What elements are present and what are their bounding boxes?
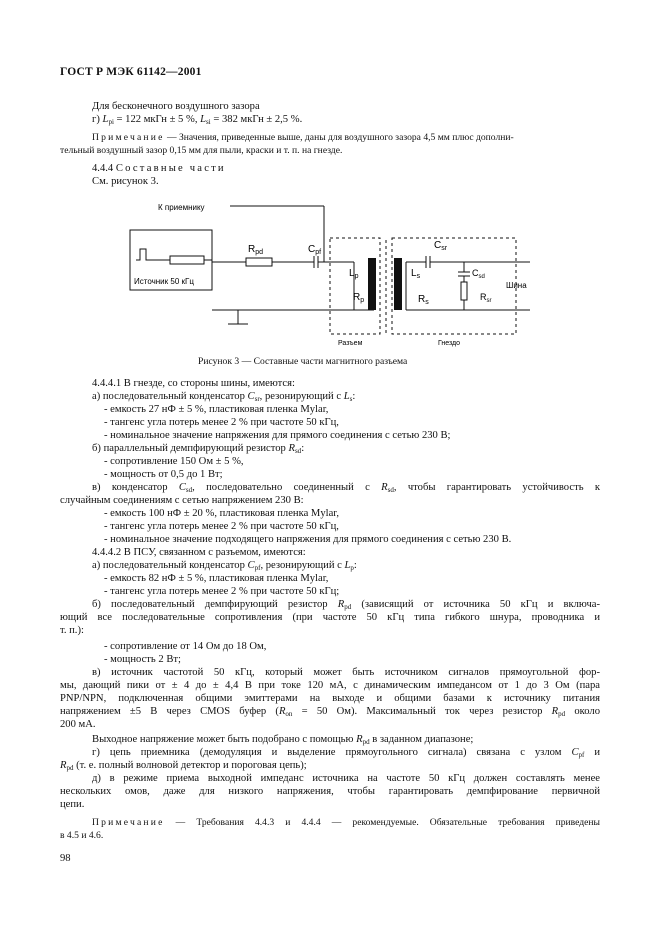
item-b-2: - мощность от 0,5 до 1 Вт; xyxy=(104,469,223,480)
item-g-line-2: $R_{pd}$ (т. е. полный волновой детектор и пороговая цепь); xyxy=(60,760,307,772)
item-v2-line-2: мы, дающий пики от ± 4 до ± 4,4 В при токе 120 мА, с динамическим импедансом от 1 до 3 Ом (пара xyxy=(60,680,600,691)
item-v-line: в) конденсатор $C_{sd}$, последовательно соединенный с $R_{sd}$, чтобы гарантировать устойчивость к xyxy=(92,482,600,494)
item-d-line-3: цепи. xyxy=(60,799,85,810)
rsr-label: $R_{sr}$ xyxy=(480,292,492,304)
output-voltage-line: Выходное напряжение может быть подобрано с помощью $R_{pd}$ в заданном диапазоне; xyxy=(92,734,474,746)
bus-label: Шина xyxy=(506,281,527,290)
csr-label: $C_{sr}$ xyxy=(434,240,448,252)
intro-line-1: Для бесконечного воздушного зазора xyxy=(92,101,260,112)
item-b-line: б) параллельный демпфирующий резистор $R_{sd}$: xyxy=(92,443,305,455)
note-1-line-2: тельный воздушный зазор 0,15 мм для пыли, краски и т. п. на гнезде. xyxy=(60,145,343,156)
item-b2-2: - мощность 2 Вт; xyxy=(104,654,181,665)
item-a2-2: - тангенс угла потерь менее 2 % при частоте 50 кГц; xyxy=(104,586,340,597)
cpf-label: $C_{pf}$ xyxy=(308,244,322,256)
plug-label: Разъем xyxy=(338,340,363,347)
rs-label: $R_s$ xyxy=(418,294,429,306)
item-v-3: - номинальное значение подходящего напряжения для прямого соединения с сетью 230 В. xyxy=(104,534,512,545)
document-header: ГОСТ Р МЭК 61142—2001 xyxy=(60,66,202,78)
item-v2-line-3: PNP/NPN, подключенная общими эмиттерами на выходе и общими базами к источнику питания xyxy=(60,693,600,704)
intro-line-2: г) $L_{pi} = 122$ мкГн ± 5 %, $L_{si} = 382$ мкГн ± 2,5 %. xyxy=(92,114,303,126)
resistor-rpd xyxy=(246,258,272,266)
para-4442: 4.4.4.2 В ПСУ, связанном с разъемом, имеются: xyxy=(92,547,306,558)
page-number: 98 xyxy=(60,853,71,864)
see-figure: См. рисунок 3. xyxy=(92,176,159,187)
socket-box xyxy=(392,238,516,334)
item-b2-line-2: ющий все последовательные сопротивления (при частоте 50 кГц типа гибкого шнура, проводника и xyxy=(60,612,600,623)
primary-core xyxy=(368,258,376,310)
item-g-line: г) цепь приемника (демодуляция и выделение прямоугольного сигнала) связана с узлом $C_{pf}$ и xyxy=(92,747,601,759)
section-heading: 4.4.4 Составные части xyxy=(92,163,226,174)
resistor-rsr xyxy=(461,282,467,300)
item-a-line: а) последовательный конденсатор $C_{sr}$, резонирующий с $L_s$: xyxy=(92,391,356,403)
item-v-2: - тангенс угла потерь менее 2 % при частоте 50 кГц, xyxy=(104,521,339,532)
item-a-1: - емкость 27 нФ ± 5 %, пластиковая пленка Mylar, xyxy=(104,404,329,415)
source-resistor xyxy=(170,256,204,264)
item-v-1: - емкость 100 нФ ± 20 %, пластиковая пленка Mylar, xyxy=(104,508,340,519)
item-b2-line: б) последовательный демпфирующий резистор $R_{pd}$ (зависящий от источника 50 кГц и включа- xyxy=(92,599,600,611)
source-label: Источник 50 кГц xyxy=(134,277,194,286)
circuit-diagram xyxy=(120,196,540,354)
item-a2-1: - емкость 82 нФ ± 5 %, пластиковая пленка Mylar, xyxy=(104,573,329,584)
item-v-line-2: случайным соединениям с сетью напряжением 230 В: xyxy=(60,495,304,506)
item-d-line-2: нескольких омов, даже для низкого напряжения, чтобы гарантировать демпфирование первичной xyxy=(60,786,600,797)
item-d-line-1: д) в режиме приема выходной импеданс источника на частоте 50 кГц должен составлять менее xyxy=(92,773,600,784)
note-2-line-2: в 4.5 и 4.6. xyxy=(60,830,104,841)
csd-label: $C_{sd}$ xyxy=(472,268,485,280)
item-a-3: - номинальное значение напряжения для прямого соединения с сетью 230 В; xyxy=(104,430,451,441)
item-a2-line: а) последовательный конденсатор $C_{pf}$, резонирующий с $L_p$: xyxy=(92,560,357,572)
square-wave-icon xyxy=(136,249,151,260)
item-v2-line-5: 200 мА. xyxy=(60,719,96,730)
note-2-line-1: Примечание — Требования 4.4.3 и 4.4.4 — рекомендуемые. Обязательные требования приведены xyxy=(92,817,600,828)
figure-caption: Рисунок 3 — Составные части магнитного разъема xyxy=(198,356,408,367)
item-v2-line-1: в) источник частотой 50 кГц, который может быть источником сигналов прямоугольной фор- xyxy=(92,667,600,678)
secondary-core xyxy=(394,258,402,310)
receiver-label: К приемнику xyxy=(158,203,205,212)
item-v2-line-4: напряжением ±5 В через CMOS буфер ($R_{on} = 50$ Ом). Максимальный ток через резистор $R_{pd}$ около xyxy=(60,706,600,718)
socket-label: Гнездо xyxy=(438,340,461,347)
item-b2-line-3: т. п.): xyxy=(60,625,84,636)
lp-label: $L_p$ xyxy=(349,268,359,280)
para-4441: 4.4.4.1 В гнезде, со стороны шины, имеются: xyxy=(92,378,295,389)
item-b-1: - сопротивление 150 Ом ± 5 %, xyxy=(104,456,244,467)
ls-label: $L_s$ xyxy=(411,268,421,280)
item-a-2: - тангенс угла потерь менее 2 % при частоте 50 кГц, xyxy=(104,417,339,428)
item-b2-1: - сопротивление от 14 Ом до 18 Ом, xyxy=(104,641,267,652)
rpd-label: $R_{pd}$ xyxy=(248,244,264,256)
note-1-line-1: Примечание — Значения, приведенные выше, даны для воздушного зазора 4,5 мм плюс дополни- xyxy=(92,132,514,143)
rp-label: $R_p$ xyxy=(353,292,365,304)
